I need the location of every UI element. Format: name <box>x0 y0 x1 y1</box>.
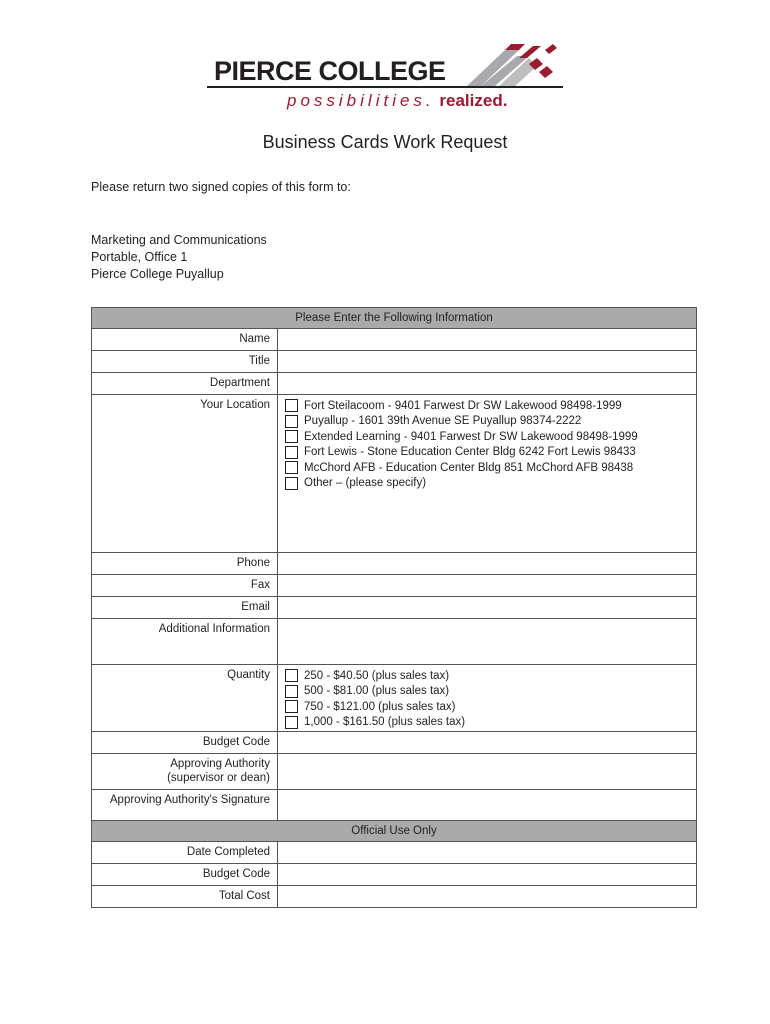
checkbox[interactable] <box>285 430 298 443</box>
official-use-header: Official Use Only <box>92 821 697 842</box>
quantity-option[interactable] <box>285 715 689 731</box>
quantity-option[interactable] <box>285 684 689 700</box>
location-option[interactable] <box>285 429 689 445</box>
approving-authority-field[interactable] <box>278 754 697 790</box>
location-option-label: McChord AFB - Education Center Bldg 851 McChord AFB 98438 <box>304 461 634 474</box>
intro-text: Please return two signed copies of this form to: <box>91 180 351 194</box>
quantity-option-label: 500 - $81.00 (plus sales tax) <box>304 685 450 698</box>
tagline-realized: realized. <box>439 91 508 110</box>
title-label: Title <box>92 351 278 373</box>
quantity-option[interactable] <box>285 668 689 684</box>
location-label-text: Your Location <box>200 399 270 411</box>
signature-label-text: Approving Authority's Signature <box>109 794 270 806</box>
checkbox[interactable] <box>285 399 298 412</box>
approving-authority-line: (supervisor or dean) <box>167 772 270 784</box>
location-options <box>278 395 697 553</box>
total-cost-field[interactable] <box>278 886 697 908</box>
quantity-label <box>92 665 278 732</box>
location-option-label: Fort Lewis - Stone Education Center Bldg 6242 Fort Lewis 98433 <box>304 446 636 459</box>
location-option-label: Puyallup - 1601 39th Avenue SE Puyallup 98374-2222 <box>304 415 582 428</box>
fax-field[interactable] <box>278 575 697 597</box>
tagline-possibilities: possibilities. <box>287 91 435 110</box>
additional-info-label <box>92 619 278 665</box>
request-form-table <box>91 307 697 908</box>
section-header: Please Enter the Following Information <box>92 308 697 329</box>
approving-authority-line: Approving Authority <box>170 758 270 770</box>
address-line: Pierce College Puyallup <box>91 267 224 281</box>
date-completed-label: Date Completed <box>92 842 278 864</box>
budget-code-label: Budget Code <box>92 732 278 754</box>
checkbox[interactable] <box>285 685 298 698</box>
checkbox[interactable] <box>285 461 298 474</box>
location-option[interactable] <box>285 476 689 492</box>
quantity-options <box>278 665 697 732</box>
document-title: Business Cards Work Request <box>262 132 508 152</box>
address-line: Portable, Office 1 <box>91 250 188 264</box>
date-completed-field[interactable] <box>278 842 697 864</box>
quantity-option-label: 250 - $40.50 (plus sales tax) <box>304 669 450 682</box>
checkbox[interactable] <box>285 446 298 459</box>
additional-info-field[interactable] <box>278 619 697 665</box>
quantity-option[interactable] <box>285 699 689 715</box>
location-option[interactable] <box>285 445 689 461</box>
fax-label: Fax <box>92 575 278 597</box>
address-line: Marketing and Communications <box>91 233 267 247</box>
name-label: Name <box>92 329 278 351</box>
location-option[interactable] <box>285 414 689 430</box>
location-option[interactable] <box>285 398 689 414</box>
location-option[interactable] <box>285 460 689 476</box>
quantity-label-text: Quantity <box>227 669 270 681</box>
mountain-logo-icon <box>459 44 559 88</box>
department-field[interactable] <box>278 373 697 395</box>
signature-label <box>92 790 278 821</box>
phone-field[interactable] <box>278 553 697 575</box>
signature-field[interactable] <box>278 790 697 821</box>
logo-rule <box>207 86 563 88</box>
location-option-label: Other – (please specify) <box>304 477 427 490</box>
quantity-option-label: 1,000 - $161.50 (plus sales tax) <box>304 716 466 729</box>
logo-tagline <box>287 91 507 111</box>
official-budget-code-field[interactable] <box>278 864 697 886</box>
checkbox[interactable] <box>285 477 298 490</box>
checkbox[interactable] <box>285 669 298 682</box>
checkbox[interactable] <box>285 700 298 713</box>
official-budget-code-label: Budget Code <box>92 864 278 886</box>
location-option-label: Fort Steilacoom - 9401 Farwest Dr SW Lakewood 98498-1999 <box>304 399 622 412</box>
total-cost-label: Total Cost <box>92 886 278 908</box>
logo-name: PIERCE COLLEGE <box>214 56 446 86</box>
additional-info-label-text: Additional Information <box>158 623 270 635</box>
phone-label: Phone <box>92 553 278 575</box>
location-option-label: Extended Learning - 9401 Farwest Dr SW Lakewood 98498-1999 <box>304 430 638 443</box>
quantity-option-label: 750 - $121.00 (plus sales tax) <box>304 700 456 713</box>
return-address <box>91 232 267 283</box>
budget-code-field[interactable] <box>278 732 697 754</box>
approving-authority-label <box>92 754 278 790</box>
location-label <box>92 395 278 553</box>
checkbox[interactable] <box>285 415 298 428</box>
department-label: Department <box>92 373 278 395</box>
name-field[interactable] <box>278 329 697 351</box>
title-field[interactable] <box>278 351 697 373</box>
checkbox[interactable] <box>285 716 298 729</box>
email-field[interactable] <box>278 597 697 619</box>
email-label: Email <box>92 597 278 619</box>
pierce-college-logo <box>205 44 567 116</box>
